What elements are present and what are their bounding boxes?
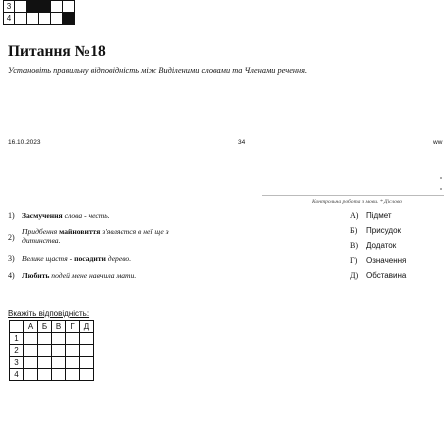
answer-grid-cell[interactable] (24, 369, 38, 381)
question-title: Питання №18 (8, 43, 106, 60)
sentence-number: 1) (8, 211, 15, 220)
sentence-number: 3) (8, 254, 15, 263)
worksheet-right-mark: ww (433, 139, 443, 146)
highlighted-word: посадити (74, 254, 106, 263)
previous-grid-row-number: 3 (4, 1, 15, 13)
answer-grid-cell[interactable] (66, 333, 80, 345)
answer-grid-cell[interactable] (38, 345, 52, 357)
highlighted-word: Засмучення (22, 211, 63, 220)
answer-grid-row (10, 333, 94, 345)
previous-grid-cell (27, 13, 39, 25)
answer-grid-cell[interactable] (38, 357, 52, 369)
answer-grid-row-number: 2 (10, 345, 24, 357)
answer-grid-column-header: Г (66, 321, 80, 333)
answer-grid-row (10, 345, 94, 357)
previous-grid-cell (39, 13, 51, 25)
answer-grid-cell[interactable] (52, 369, 66, 381)
sentence-text (22, 254, 131, 263)
previous-grid-cell (15, 1, 27, 13)
answer-grid-cell[interactable] (66, 369, 80, 381)
question-instruction: Установіть правильну відповідність між Видiленими словами та Членами речення. (8, 66, 308, 75)
sentence-pre: Велике щастя - (22, 254, 75, 263)
previous-grid-cell-marked (39, 1, 51, 13)
previous-grid-cell-marked (27, 1, 39, 13)
previous-grid-cell (63, 1, 75, 13)
previous-grid-cell-marked (63, 13, 75, 25)
sentence-number: 4) (8, 271, 15, 280)
answer-grid-cell[interactable] (52, 333, 66, 345)
answer-grid-column-header: Б (38, 321, 52, 333)
option-word: Додаток (366, 241, 397, 250)
option-letter: Д) (350, 271, 359, 280)
option-letter: Г) (350, 256, 358, 265)
sentence-rest: з'являєтся в неї ще з дитинства. (22, 227, 169, 245)
sentence-rest: подей мене навчила мати. (49, 271, 137, 280)
answer-grid-row (10, 357, 94, 369)
answer-grid-cell[interactable] (66, 345, 80, 357)
previous-grid-row (4, 13, 75, 25)
answer-grid-cell[interactable] (80, 369, 94, 381)
previous-grid-cell (51, 13, 63, 25)
answer-grid-row-number: 3 (10, 357, 24, 369)
answer-grid-cell[interactable] (38, 333, 52, 345)
sentence-rest: дерево. (105, 254, 132, 263)
option-letter: А) (350, 211, 359, 220)
previous-grid-cell (15, 13, 27, 25)
highlighted-word: Любить (22, 271, 50, 280)
sentence-text (22, 227, 200, 245)
header-rule (262, 195, 444, 196)
answer-grid-cell[interactable] (80, 357, 94, 369)
worksheet-caption: Контрольна робота з мови. * Дiслово (312, 199, 403, 205)
worksheet-date: 16.10.2023 (8, 139, 41, 146)
answers-label: Вкажіть відповідність: (8, 309, 90, 318)
previous-answer-grid (3, 0, 75, 25)
option-word: Підмет (366, 211, 392, 220)
sentence-pre: Придбення (22, 227, 60, 236)
answer-grid-cell[interactable] (66, 357, 80, 369)
scroll-dot (440, 177, 442, 179)
scroll-dot (440, 188, 442, 190)
previous-grid-cell (51, 1, 63, 13)
option-word: Означення (366, 256, 407, 265)
previous-grid-row-number: 4 (4, 13, 15, 25)
answer-grid (9, 320, 94, 381)
option-letter: Б) (350, 226, 358, 235)
option-word: Присудок (366, 226, 402, 235)
answer-grid-cell[interactable] (80, 345, 94, 357)
answer-grid-column-header: А (24, 321, 38, 333)
answer-grid-cell[interactable] (24, 357, 38, 369)
answer-grid-header-row (10, 321, 94, 333)
option-letter: В) (350, 241, 358, 250)
answer-grid-column-header: В (52, 321, 66, 333)
answer-grid-row-number: 4 (10, 369, 24, 381)
answer-grid-row (10, 369, 94, 381)
answer-grid-cell[interactable] (24, 333, 38, 345)
answer-grid-corner (10, 321, 24, 333)
answer-grid-row-number: 1 (10, 333, 24, 345)
answer-grid-cell[interactable] (52, 357, 66, 369)
previous-grid-row (4, 1, 75, 13)
answer-grid-cell[interactable] (52, 345, 66, 357)
sentence-rest: слова - честь. (62, 211, 110, 220)
sentence-text (22, 211, 110, 220)
sentence-number: 2) (8, 233, 15, 242)
highlighted-word: майновиття (59, 227, 101, 236)
sentence-text (22, 271, 136, 280)
answer-grid-cell[interactable] (80, 333, 94, 345)
answer-grid-cell[interactable] (38, 369, 52, 381)
worksheet-page-number: 34 (238, 139, 246, 146)
option-word: Обставина (366, 271, 407, 280)
answer-grid-column-header: Д (80, 321, 94, 333)
answer-grid-cell[interactable] (24, 345, 38, 357)
